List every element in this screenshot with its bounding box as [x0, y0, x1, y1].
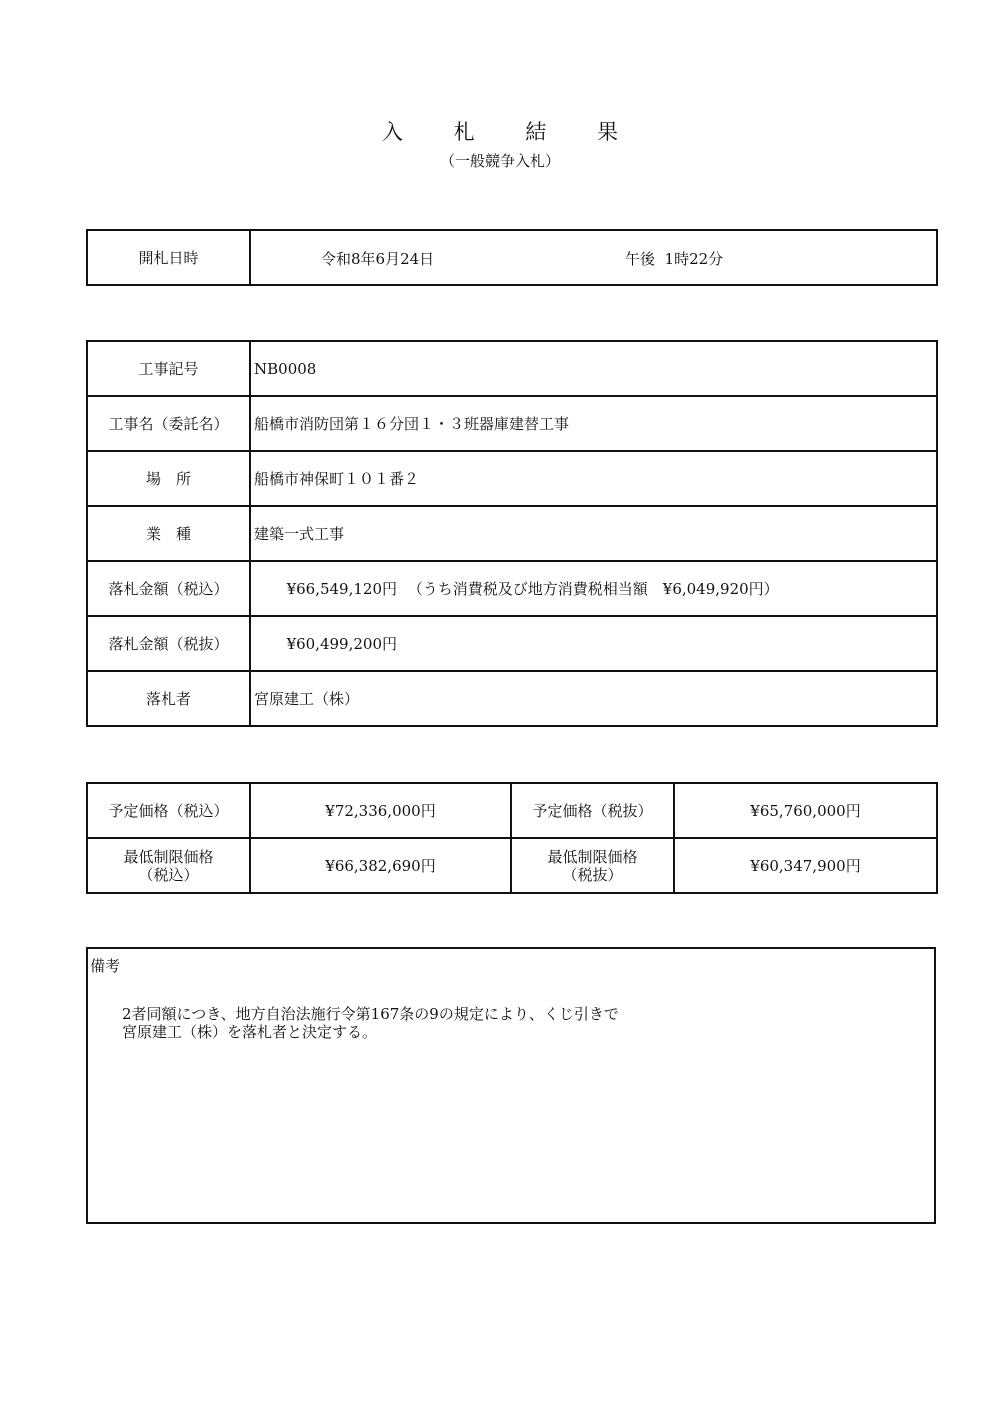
- min-incl-label-line2: （税込）: [138, 865, 199, 884]
- industry-value: 建築一式工事: [250, 506, 937, 561]
- construction-no-label: 工事記号: [87, 341, 250, 396]
- planned-excl-label: 予定価格（税抜）: [511, 783, 674, 838]
- opening-date: 令和8年6月24日: [321, 250, 435, 268]
- bid-incl-label: 落札金額（税込）: [87, 561, 250, 616]
- details-table: [86, 340, 938, 727]
- table-row: [87, 396, 937, 451]
- opening-label: 開札日時: [87, 230, 250, 285]
- construction-no-value: NB0008: [250, 341, 937, 396]
- bid-excl-label: 落札金額（税抜）: [87, 616, 250, 671]
- table-row: [87, 506, 937, 561]
- opening-table: [86, 229, 938, 286]
- min-incl-label-line1: 最低制限価格: [123, 847, 214, 866]
- location-label: 場 所: [87, 451, 250, 506]
- location-value: 船橋市神保町１０１番２: [250, 451, 937, 506]
- min-excl-label: [511, 838, 674, 893]
- min-incl-label: [87, 838, 250, 893]
- min-excl-label-line1: 最低制限価格: [547, 847, 638, 866]
- opening-value-cell: [250, 230, 937, 285]
- industry-label: 業 種: [87, 506, 250, 561]
- remarks-body: [122, 1005, 619, 1041]
- bid-excl-cell: [250, 616, 937, 671]
- prices-table: [86, 782, 938, 894]
- planned-incl-label: 予定価格（税込）: [87, 783, 250, 838]
- construction-name-value: 船橋市消防団第１６分団１・３班器庫建替工事: [250, 396, 937, 451]
- table-row: [87, 838, 937, 893]
- planned-excl-value: ¥65,760,000円: [674, 783, 937, 838]
- min-excl-label-line2: （税抜）: [562, 865, 623, 884]
- bid-incl-cell: [250, 561, 937, 616]
- table-row: [87, 616, 937, 671]
- remarks-line-1: 2者同額につき、地方自治法施行令第167条の9の規定により、くじ引きで: [122, 1005, 619, 1023]
- bid-excl-amount: ¥60,499,200円: [286, 635, 397, 653]
- remarks-label: 備考: [90, 957, 121, 975]
- page-title: 入 札 結 果: [381, 120, 641, 144]
- table-row: [87, 783, 937, 838]
- opening-row: [87, 230, 937, 285]
- table-row: [87, 341, 937, 396]
- opening-time: 午後 1時22分: [625, 250, 724, 268]
- min-excl-value: ¥60,347,900円: [674, 838, 937, 893]
- winner-label: 落札者: [87, 671, 250, 726]
- table-row: [87, 451, 937, 506]
- table-row: [87, 561, 937, 616]
- construction-name-label: 工事名（委託名）: [87, 396, 250, 451]
- table-row: [87, 671, 937, 726]
- bid-incl-tax-note: （うち消費税及び地方消費税相当額 ¥6,049,920円）: [407, 580, 779, 598]
- remarks-box: [86, 947, 936, 1224]
- bid-incl-amount: ¥66,549,120円: [286, 580, 397, 598]
- winner-value: 宮原建工（株）: [250, 671, 937, 726]
- planned-incl-value: ¥72,336,000円: [250, 783, 511, 838]
- page-subtitle: （一般競争入札）: [439, 152, 560, 170]
- remarks-line-2: 宮原建工（株）を落札者と決定する。: [122, 1023, 378, 1041]
- min-incl-value: ¥66,382,690円: [250, 838, 511, 893]
